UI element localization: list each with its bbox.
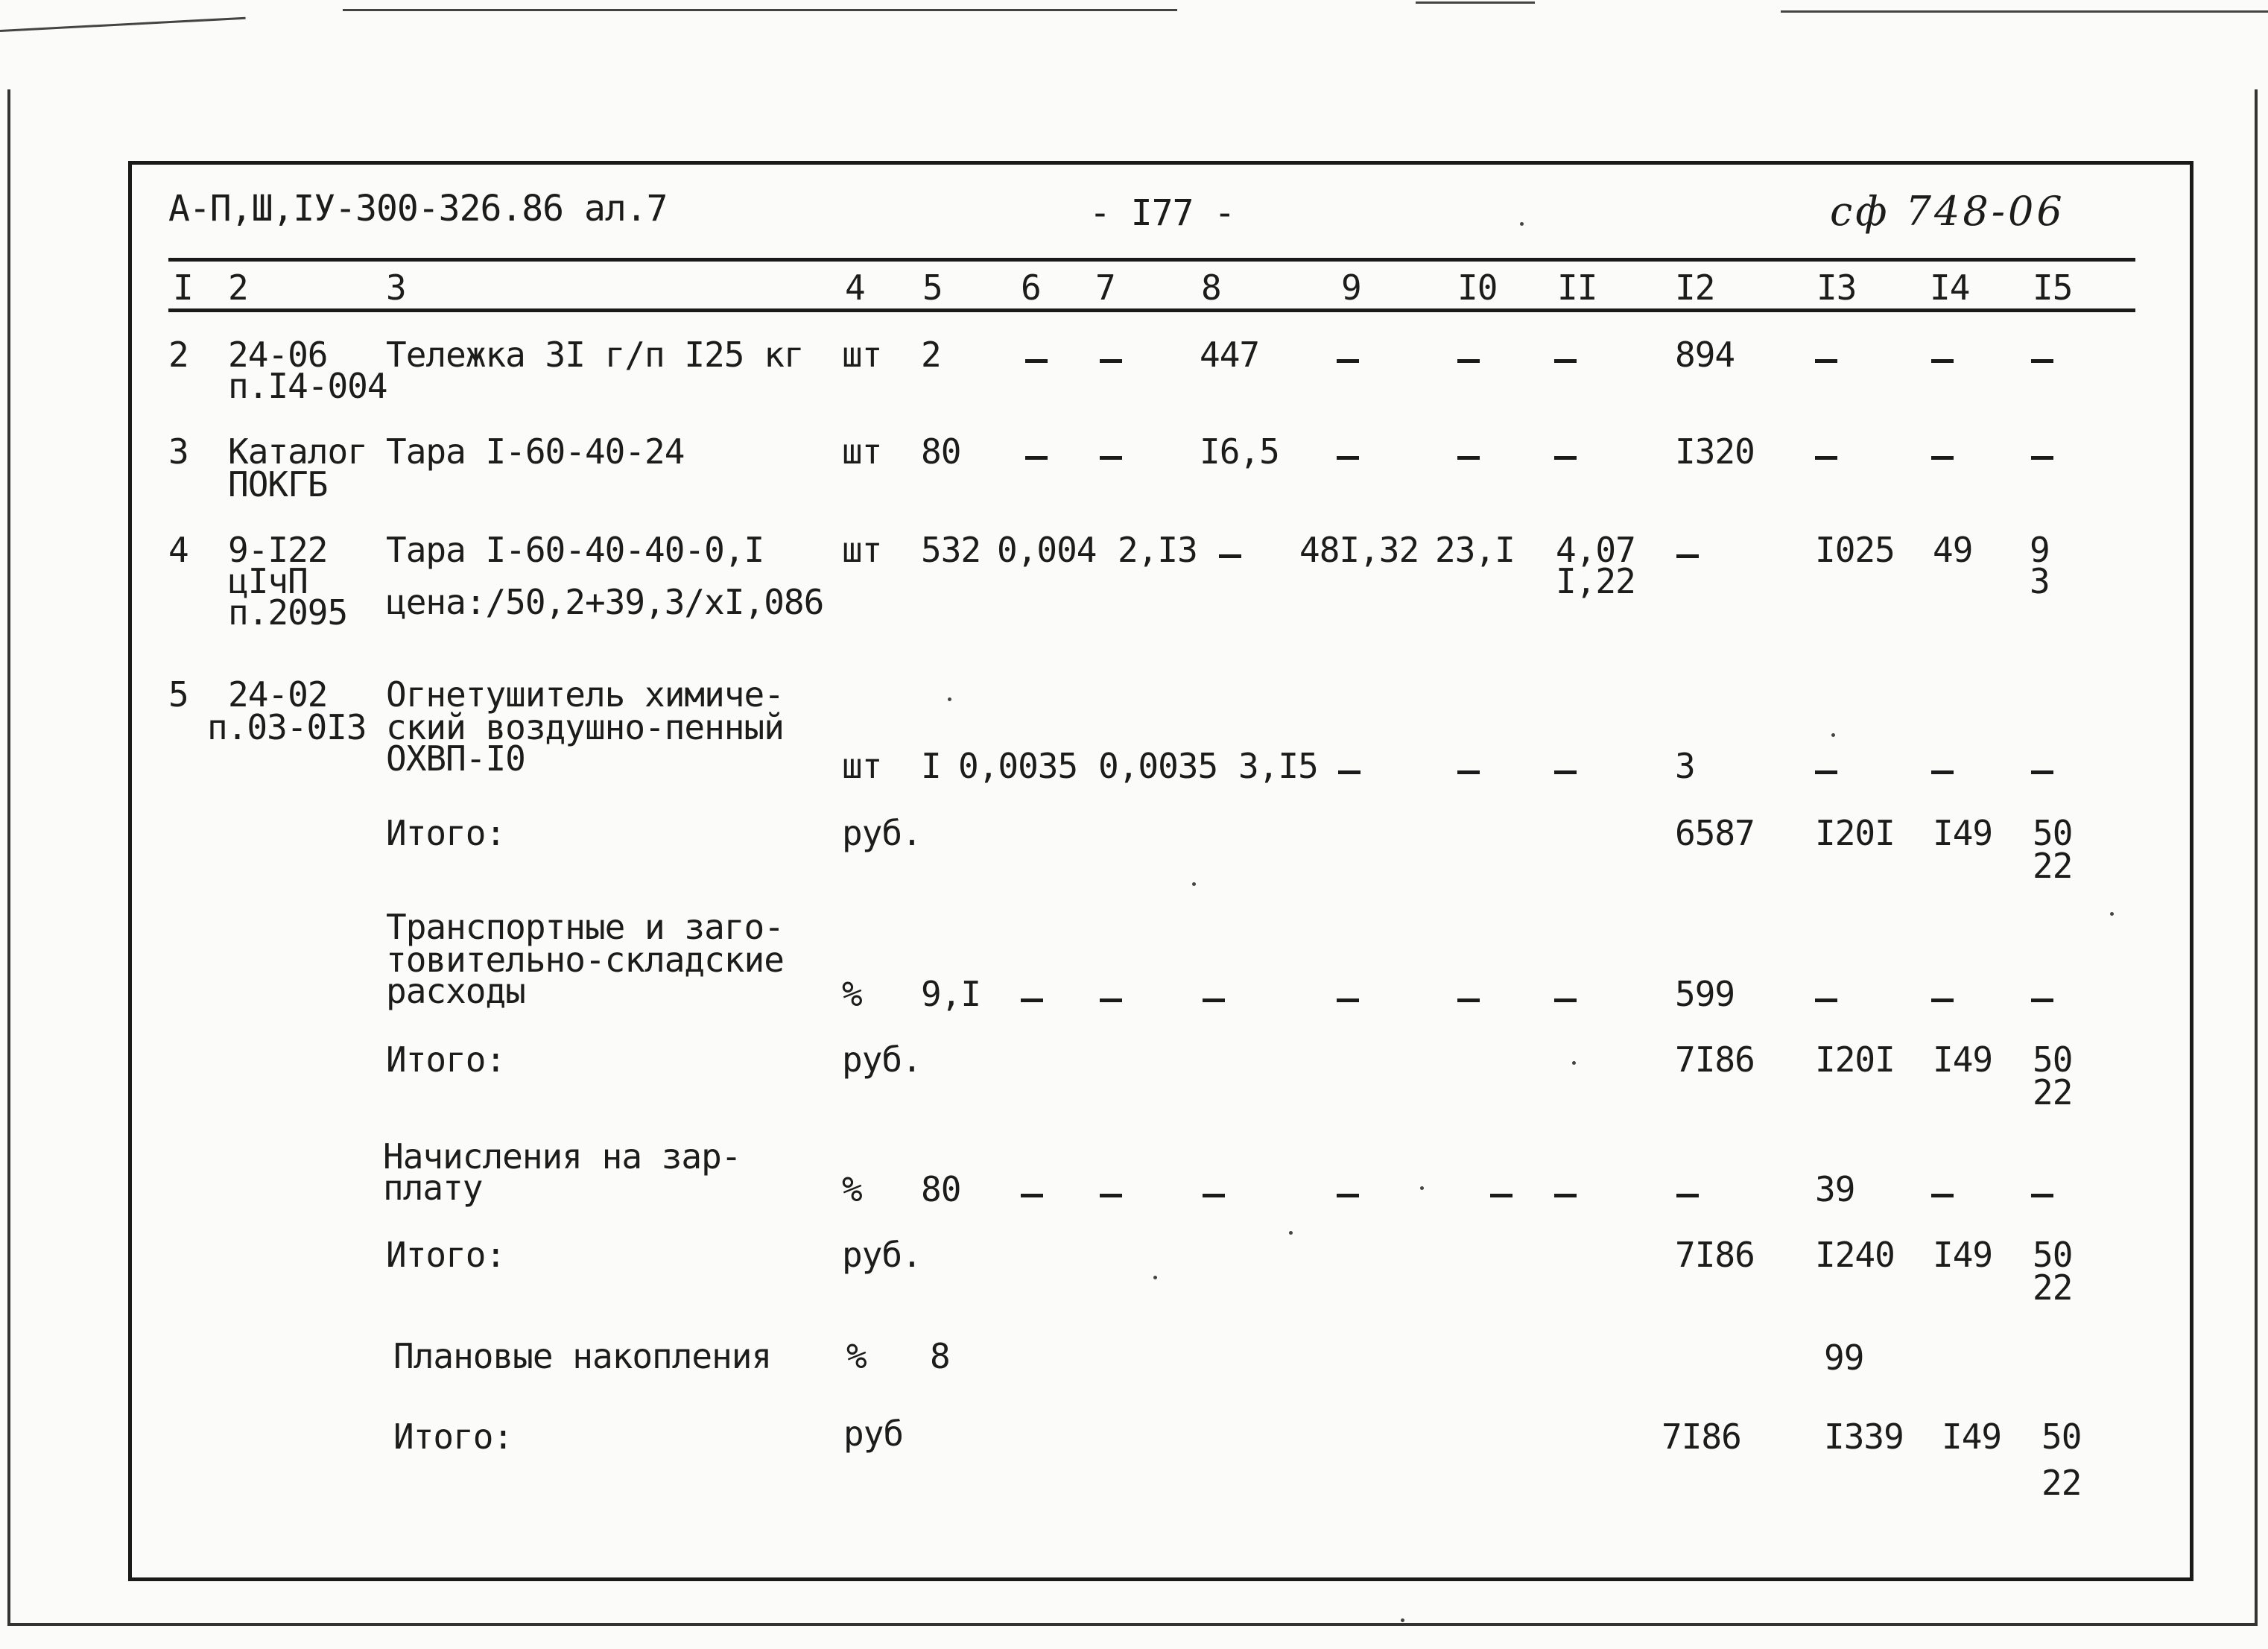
header-rule-bottom <box>168 308 2135 312</box>
surcharge-label: Транспортные и заго- <box>386 907 784 947</box>
cell-c14: I49 <box>1933 813 1993 853</box>
cell-c13: I240 <box>1815 1235 1895 1275</box>
item-name: Огнетушитель химиче- <box>386 674 784 715</box>
cell-c5: 9,I <box>921 974 981 1014</box>
subtotal-label: Итого: <box>386 813 506 853</box>
col-header: II <box>1557 268 1597 308</box>
empty-cell-dash <box>1100 998 1122 1002</box>
empty-cell-dash <box>1931 1194 1954 1197</box>
empty-cell-dash <box>1815 770 1837 774</box>
empty-cell-dash <box>1554 770 1577 774</box>
empty-cell-dash <box>1021 998 1043 1002</box>
price-code: цIчП <box>228 561 308 601</box>
empty-cell-dash <box>2031 998 2053 1002</box>
scan-speck <box>1420 1186 1424 1190</box>
cell-c15: 22 <box>2033 1267 2073 1308</box>
cell-c13: I025 <box>1815 530 1895 570</box>
page-number: - I77 - <box>1089 192 1235 234</box>
empty-cell-dash <box>1457 770 1480 774</box>
surcharge-label: товительно-складские <box>386 940 784 980</box>
cell-c15: 22 <box>2041 1463 2082 1503</box>
price-code: 24-02 <box>228 674 328 715</box>
stamp-handwritten: сф 748-06 <box>1830 188 2065 235</box>
col-header: I <box>173 268 193 308</box>
cell-c11: 4,07 <box>1556 530 1635 570</box>
cell-c9: 48I,32 <box>1299 530 1419 570</box>
scan-speck <box>1289 1231 1293 1235</box>
unit: руб. <box>842 1039 922 1080</box>
cell-c12: 6587 <box>1675 813 1755 853</box>
empty-cell-dash <box>1457 456 1480 460</box>
cell-c13: I339 <box>1824 1417 1904 1457</box>
cell-c5: 8 <box>930 1336 950 1376</box>
cell-c8: 3,I5 <box>1238 746 1318 786</box>
empty-cell-dash <box>1554 998 1577 1002</box>
surcharge-label: плату <box>383 1168 483 1208</box>
empty-cell-dash <box>1554 456 1577 460</box>
cell-c12: 599 <box>1675 974 1735 1014</box>
empty-cell-dash <box>1337 998 1359 1002</box>
empty-cell-dash <box>1490 1194 1512 1197</box>
cell-c14: I49 <box>1933 1039 1993 1080</box>
col-header: 4 <box>845 268 865 308</box>
subtotal-label: Итого: <box>386 1235 506 1275</box>
unit: шт <box>842 431 882 472</box>
empty-cell-dash <box>1815 998 1837 1002</box>
cell-c5: I <box>921 746 941 786</box>
price-code: п.2095 <box>228 592 348 633</box>
cell-c14: 49 <box>1933 530 1973 570</box>
cell-c13: I20I <box>1815 1039 1895 1080</box>
top-stroke-small <box>1416 1 1535 4</box>
empty-cell-dash <box>1025 359 1048 363</box>
empty-cell-dash <box>1337 1194 1359 1197</box>
top-stroke-left <box>0 17 246 32</box>
empty-cell-dash <box>1203 998 1225 1002</box>
cell-c6: 0,004 <box>997 530 1097 570</box>
col-header: I4 <box>1930 268 1970 308</box>
row-number: 3 <box>168 431 189 472</box>
cell-c6: 0,0035 <box>958 746 1078 786</box>
cell-c7: 0,0035 <box>1098 746 1218 786</box>
price-code: 9-I22 <box>228 530 328 570</box>
cell-c5: 2 <box>921 335 941 375</box>
scan-speck <box>2110 912 2114 916</box>
row-number: 4 <box>168 530 189 570</box>
empty-cell-dash <box>1338 770 1361 774</box>
cell-c12: I320 <box>1675 431 1755 472</box>
cell-c15: 9 <box>2030 530 2050 570</box>
unit: руб. <box>842 813 922 853</box>
col-header: I0 <box>1457 268 1498 308</box>
unit: шт <box>842 746 882 786</box>
unit: руб. <box>842 1235 922 1275</box>
col-header: I2 <box>1675 268 1715 308</box>
col-header: 2 <box>228 268 248 308</box>
empty-cell-dash <box>1337 456 1359 460</box>
cell-c10: 23,I <box>1435 530 1515 570</box>
cell-c15: 22 <box>2033 1072 2073 1112</box>
cell-c15: 50 <box>2033 1235 2073 1275</box>
unit: % <box>846 1336 867 1376</box>
cell-c15: 50 <box>2041 1417 2082 1457</box>
col-header: 6 <box>1021 268 1041 308</box>
empty-cell-dash <box>1025 456 1048 460</box>
subtotal-label: Итого: <box>386 1039 506 1080</box>
scan-speck <box>1831 733 1835 737</box>
empty-cell-dash <box>2031 359 2053 363</box>
empty-cell-dash <box>1457 359 1480 363</box>
cell-c8: 447 <box>1200 335 1260 375</box>
cell-c13: 99 <box>1824 1338 1864 1378</box>
top-stroke-right <box>1781 10 2268 13</box>
doc-code: А-П,Ш,IУ-300-326.86 ал.7 <box>168 188 668 230</box>
item-name: ОХВП-I0 <box>386 738 525 779</box>
empty-cell-dash <box>2031 770 2053 774</box>
empty-cell-dash <box>1100 1194 1122 1197</box>
empty-cell-dash <box>2031 1194 2053 1197</box>
col-header: I3 <box>1816 268 1857 308</box>
empty-cell-dash <box>1931 456 1954 460</box>
price-code: п.03-0I3 <box>207 707 367 747</box>
scan-speck <box>948 697 951 701</box>
cell-c7: 2,I3 <box>1118 530 1197 570</box>
empty-cell-dash <box>1931 770 1954 774</box>
price-code: 24-06 <box>228 335 328 375</box>
empty-cell-dash <box>1100 359 1122 363</box>
cell-c15: 22 <box>2033 846 2073 886</box>
empty-cell-dash <box>1219 554 1241 558</box>
unit: % <box>842 974 862 1014</box>
unit: шт <box>842 530 882 570</box>
scan-speck <box>1153 1276 1157 1279</box>
empty-cell-dash <box>1337 359 1359 363</box>
cell-c11: I,22 <box>1556 561 1635 601</box>
item-name: цена:/50,2+39,3/хI,086 <box>386 582 824 622</box>
scan-speck <box>1401 1618 1404 1622</box>
cell-c5: 80 <box>921 431 961 472</box>
empty-cell-dash <box>1554 359 1577 363</box>
cell-c15: 3 <box>2030 561 2050 601</box>
empty-cell-dash <box>1931 359 1954 363</box>
cell-c8: I6,5 <box>1200 431 1279 472</box>
col-header: 3 <box>386 268 406 308</box>
row-number: 5 <box>168 674 189 715</box>
empty-cell-dash <box>1931 998 1954 1002</box>
item-name: ский воздушно-пенный <box>386 707 784 747</box>
cell-c14: I49 <box>1933 1235 1993 1275</box>
empty-cell-dash <box>1676 554 1699 558</box>
col-header: I5 <box>2033 268 2073 308</box>
unit: шт <box>842 335 882 375</box>
row-number: 2 <box>168 335 189 375</box>
surcharge-label: Начисления на зар- <box>383 1136 741 1177</box>
scan-speck <box>1572 1061 1576 1065</box>
empty-cell-dash <box>1815 359 1837 363</box>
cell-c12: 7I86 <box>1675 1235 1755 1275</box>
empty-cell-dash <box>1203 1194 1225 1197</box>
price-code: Каталог <box>228 431 367 472</box>
col-header: 8 <box>1201 268 1221 308</box>
empty-cell-dash <box>2031 456 2053 460</box>
empty-cell-dash <box>1554 1194 1577 1197</box>
cell-c12: 3 <box>1675 746 1695 786</box>
header-rule-top <box>168 258 2135 262</box>
price-code: ПОКГБ <box>228 464 328 504</box>
unit: руб <box>843 1414 904 1454</box>
surcharge-label: Плановые накопления <box>393 1336 772 1376</box>
subtotal-label: Итого: <box>393 1417 513 1457</box>
empty-cell-dash <box>1457 998 1480 1002</box>
cell-c15: 50 <box>2033 813 2073 853</box>
cell-c14: I49 <box>1942 1417 2002 1457</box>
empty-cell-dash <box>1815 456 1837 460</box>
col-header: 9 <box>1341 268 1361 308</box>
cell-c12: 7I86 <box>1675 1039 1755 1080</box>
price-code: п.I4-004 <box>228 366 387 406</box>
item-name: Тара I-60-40-24 <box>386 431 685 472</box>
item-name: Тележка 3I г/п I25 кг <box>386 335 804 375</box>
col-header: 7 <box>1095 268 1115 308</box>
surcharge-label: расходы <box>386 971 525 1011</box>
cell-c13: I20I <box>1815 813 1895 853</box>
cell-c5: 532 <box>921 530 981 570</box>
unit: % <box>842 1169 862 1209</box>
scan-speck <box>1520 222 1524 226</box>
cell-c12: 894 <box>1675 335 1735 375</box>
empty-cell-dash <box>1676 1194 1699 1197</box>
col-header: 5 <box>922 268 943 308</box>
top-stroke-mid <box>343 9 1177 11</box>
scan-speck <box>1192 882 1196 886</box>
cell-c12: 7I86 <box>1662 1417 1741 1457</box>
empty-cell-dash <box>1021 1194 1043 1197</box>
cell-c15: 50 <box>2033 1039 2073 1080</box>
empty-cell-dash <box>1100 456 1122 460</box>
cell-c13: 39 <box>1815 1169 1855 1209</box>
item-name: Тара I-60-40-40-0,I <box>386 530 764 570</box>
cell-c5: 80 <box>921 1169 961 1209</box>
